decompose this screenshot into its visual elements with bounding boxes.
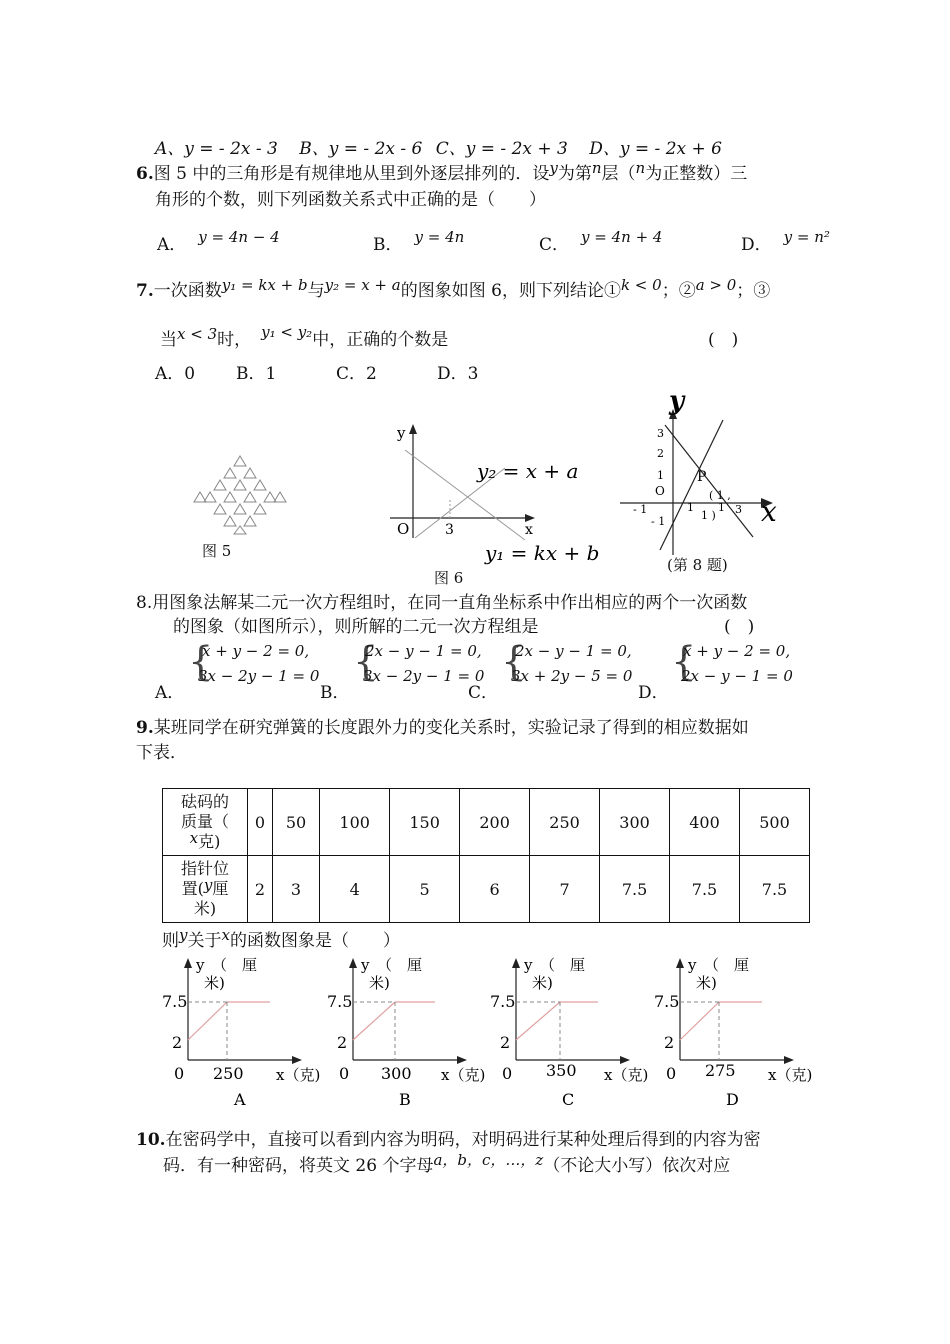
q8-line2: 的图象（如图所示），则所解的二元一次方程组是 [173,617,539,637]
graph-rising-segment [188,1002,227,1040]
q7-option-b: B．1 [236,364,277,384]
graph-d [652,952,832,1112]
figure-5-caption: 图 5 [202,542,232,560]
graph-x-label: x（克) [768,1066,813,1084]
figure-8-caption: (第 8 题) [667,556,728,574]
q7-line2: 当x < 3时， y₁ < y₂中，正确的个数是 [160,323,449,350]
table-cell: 150 [390,789,460,856]
table-cell: 50 [272,789,319,856]
q9-line2: 下表． [136,743,187,763]
graph-origin: 0 [174,1064,185,1083]
table-cell: 7.5 [670,856,740,923]
graph-x-label: x（克) [604,1066,649,1084]
table-cell: 250 [530,789,600,856]
graph-y-tick-low: 2 [172,1033,183,1052]
table-cell: 200 [460,789,530,856]
table-row [163,856,810,923]
fig8-tick: - 1 [651,515,666,528]
fig8-point: P [697,469,707,485]
figure-8-graph [615,385,795,560]
graph-rising-segment [680,1002,719,1040]
graph-x-label: x（克) [441,1066,486,1084]
fig8-tick: 1 ) [701,509,716,522]
fig8-line-1 [660,420,723,550]
q8-paren: ( ) [724,617,755,637]
q6-option-b: B． y = 4n [373,228,465,255]
graph-y-tick-top: 7.5 [490,992,516,1011]
table-cell: 100 [320,789,390,856]
figure-5-triangles [190,450,290,535]
graph-y-label: y （ 厘 [361,956,422,974]
fig6-tick: 3 [445,522,454,538]
graph-y-label-unit: 米) [696,974,717,992]
graph-y-label-unit: 米) [369,974,390,992]
graph-y-tick-top: 7.5 [162,992,188,1011]
q8-line1: 8.用图象法解某二元一次方程组时，在同一直角坐标系中作出相应的两个一次函数 [136,593,748,613]
q10-line2: 码．有一种密码，将英文 26 个字母a，b，c，…，z（不论大小写）依次对应 [163,1151,731,1176]
graph-x-label: x（克) [276,1066,321,1084]
graph-letter: B [399,1090,411,1109]
q6-option-c: C． y = 4n + 4 [539,228,663,255]
table-cell: 5 [390,856,460,923]
q6-option-a: A． y = 4n − 4 [157,228,280,255]
graph-y-tick-top: 7.5 [654,992,680,1011]
graph-y-label: y （ 厘 [196,956,257,974]
q7-paren: ( ) [708,330,739,350]
graph-y-tick-low: 2 [664,1033,675,1052]
graph-origin: 0 [502,1064,513,1083]
q9-question: 则y关于x的函数图象是（ ） [162,926,400,951]
fig8-tick: 1 [687,501,694,514]
fig8-tick: 2 [657,447,664,460]
q7-line1: 7.一次函数y₁ = kx + b与y₂ = x + a的图象如图 6，则下列结论①k < 0；②a > 0；③ [136,276,771,301]
fig8-origin: O [655,484,665,498]
table-cell: 6 [460,856,530,923]
table-header-mass: 砝码的 质量（ x克) [163,789,248,856]
graph-x-tick: 250 [213,1064,244,1083]
fig6-label-y2: y₂ = x + a [477,459,579,483]
graph-y-tick-low: 2 [337,1033,348,1052]
table-cell: 0 [248,789,273,856]
q7-option-a: A．0 [155,364,196,384]
graph-y-label-unit: 米) [532,974,553,992]
graph-origin: 0 [339,1064,350,1083]
table-cell: 2 [248,856,273,923]
q5-option-c: C、y = - 2x + 3 [435,139,568,159]
fig6-origin: O [397,520,410,538]
fig6-y-label: y [397,424,406,442]
fig8-tick: 1 [718,501,725,514]
fig8-y-label: y [669,386,685,416]
graph-y-label: y （ 厘 [688,956,749,974]
q7-option-d: D．3 [437,364,479,384]
q6-line2: 角形的个数，则下列函数关系式中正确的是（ ） [155,190,546,210]
table-cell: 3 [272,856,319,923]
table-header-position: 指针位 置(y厘 米) [163,856,248,923]
graph-b [325,952,505,1112]
q7-option-c: C．2 [336,364,377,384]
q5-option-a: A、y = - 2x - 3 [155,139,278,159]
graph-x-tick: 300 [381,1064,412,1083]
fig8-tick: 1 [657,469,664,482]
graph-letter: C [562,1090,575,1109]
table-cell: 500 [740,789,810,856]
table-cell: 7 [530,856,600,923]
graph-y-label: y （ 厘 [524,956,585,974]
table-cell: 7.5 [740,856,810,923]
fig8-tick: 3 [735,503,742,516]
graph-c [488,952,668,1112]
graph-origin: 0 [666,1064,677,1083]
graph-letter: A [234,1090,246,1109]
table-row [163,789,810,856]
q5-option-d: D、y = - 2x + 6 [589,139,722,159]
figure-6-caption: 图 6 [434,569,464,587]
figure-6-graph [385,420,600,570]
table-cell: 300 [600,789,670,856]
q10-line1: 10.在密码学中，直接可以看到内容为明码，对明码进行某种处理后得到的内容为密 [136,1130,761,1150]
fig8-x-label: x [761,495,777,528]
fig8-tick: ( 1 , [709,489,731,502]
fig8-tick: 3 [657,427,664,440]
table-cell: 7.5 [600,856,670,923]
table-cell: 400 [670,789,740,856]
q5-option-b: B、y = - 2x - 6 [299,139,423,159]
table-cell: 4 [320,856,390,923]
q9-data-table [162,788,810,923]
graph-x-tick: 275 [705,1061,736,1080]
fig6-label-y1: y₁ = kx + b [485,541,600,565]
q6-option-d: D． y = n² [741,228,830,255]
graph-letter: D [726,1090,739,1109]
graph-x-tick: 350 [546,1061,577,1080]
fig6-x-label: x [525,522,533,538]
graph-rising-segment [516,1002,560,1040]
graph-rising-segment [353,1002,395,1040]
graph-y-tick-top: 7.5 [327,992,353,1011]
graph-a [160,952,340,1112]
graph-y-label-unit: 米) [204,974,225,992]
q9-line1: 9.某班同学在研究弹簧的长度跟外力的变化关系时，实验记录了得到的相应数据如 [136,718,749,738]
q6-line1: 6.图 5 中的三角形是有规律地从里到外逐层排列的．设y为第n层（n为正整数）三 [136,159,748,184]
fig8-tick: - 1 [633,503,648,516]
graph-y-tick-low: 2 [500,1033,511,1052]
